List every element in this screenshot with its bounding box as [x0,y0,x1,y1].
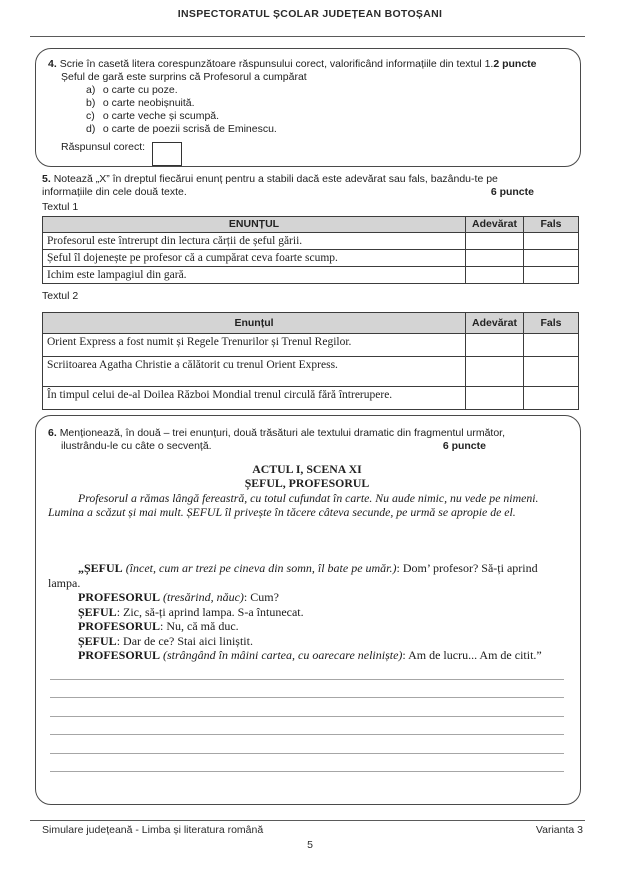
option-c-text: o carte veche și scumpă. [102,110,220,122]
page-title: INSPECTORATUL ȘCOLAR JUDEȚEAN BOTOȘANI [177,8,443,20]
dialogue-line [48,648,566,663]
speaker-name: PROFESORUL [78,648,161,662]
statement-cell: Șeful îl dojenește pe profesor că a cumpărat ceva foarte scump. [43,250,466,267]
fals-answer-cell [524,334,579,357]
textul-1-label: Textul 1 [42,201,79,213]
table2-header-fals: Fals [524,313,579,334]
table1-header-enunt: ENUNȚUL [43,217,466,233]
fals-answer-cell [524,357,579,387]
table1-header-fals: Fals [524,217,579,233]
table-row [43,267,579,284]
option-c [86,110,566,123]
adevarat-answer-cell [466,250,524,267]
answer-line [50,735,564,754]
true-false-table-textul-2 [42,312,579,410]
question-4-number: 4. [48,58,57,70]
table-row [43,334,579,357]
footer-divider [30,820,585,821]
speaker-name: PROFESORUL [78,619,161,633]
stage-direction-paragraph [48,492,566,519]
statement-cell: În timpul celui de-al Doilea Război Mondial trenul circulă fără întrerupere. [43,387,466,410]
table-row [43,250,579,267]
adevarat-answer-cell [466,267,524,284]
question-5-prompt: Notează „X” în dreptul fiecărui enunț pentru a stabili dacă este adevărat sau fals, bazându-te pe [53,173,498,185]
table-row [43,357,579,387]
table-row [43,233,579,250]
dialogue-excerpt [48,561,566,663]
answer-line [50,698,564,717]
table2-header-row [43,313,579,334]
question-6-prompt-line2 [48,440,566,453]
stage-direction-line2: Lumina a scăzut și mai mult. ȘEFUL îl privește în tăcere câteva secunde, pe urmă se apropie de el. [48,504,516,519]
question-6-points: 6 puncte [442,440,486,452]
dialogue-text: : Am de lucru... Am de citit.” [402,648,542,662]
table1-header-row [43,217,579,233]
fals-answer-cell [524,250,579,267]
statement-cell: Orient Express a fost numit și Regele Trenurilor și Trenul Regilor. [43,334,466,357]
answer-write-box [152,142,182,166]
question-6-number: 6. [48,427,57,439]
stage-direction-inline: (strângând în mâini cartea, cu oarecare neliniște) [160,648,403,662]
option-a-label: a) [86,84,96,96]
question-4-box [35,48,581,167]
table-row [43,387,579,410]
statement-cell: Profesorul este întrerupt din lectura cărții de șeful gării. [43,233,466,250]
table2-header-adevarat: Adevărat [466,313,524,334]
fals-answer-cell [524,267,579,284]
question-6-box [35,415,581,805]
question-4-points: 2 puncte [493,58,537,70]
answer-line [50,664,564,680]
act-scene-title: ACTUL I, SCENA XI [252,462,362,476]
question-4-stem: Șeful de gară este surprins că Profesorul a cumpărat [61,71,307,83]
dialogue-line [48,590,566,605]
adevarat-answer-cell [466,334,524,357]
option-d [86,123,566,136]
option-d-text: o carte de poezii scrisă de Eminescu. [102,123,277,135]
question-6-prompt: Menționează, în două – trei enunțuri, două trăsături ale textului dramatic din fragmentul următor, [59,427,506,439]
question-6-prompt-cont: ilustrându-le cu câte o secvență. [61,440,212,452]
question-5-prompt-line1 [42,173,578,186]
dialogue-text: : Dar de ce? Stai aici liniștit. [116,633,253,648]
fals-answer-cell [524,387,579,410]
speaker-name: „ȘEFUL [78,561,123,575]
answer-line [50,754,564,773]
table1-header-adevarat: Adevărat [466,217,524,233]
adevarat-answer-cell [466,233,524,250]
true-false-table-textul-1 [42,216,579,284]
dialogue-text: : Cum? [243,590,279,604]
answer-label: Răspunsul corect: [61,141,146,153]
option-a-text: o carte cu poze. [102,84,178,96]
option-b-text: o carte neobișnuită. [102,97,195,109]
stage-direction-inline: (tresărind, năuc) [160,590,244,604]
answer-line [50,717,564,736]
scene-characters: ȘEFUL, PROFESORUL [244,476,370,490]
statement-cell: Ichim este lampagiul din gară. [43,267,466,284]
footer-exam-name: Simulare județeană - Limba și literatura română [42,824,264,836]
dialogue-line [48,619,566,634]
table2-header-enunt: Enunțul [43,313,466,334]
speaker-name: ȘEFUL [78,604,117,619]
dialogue-text: : Nu, că mă duc. [160,619,239,633]
dialogue-text: : Dom’ profesor? Să-ți aprind lampa. [48,561,538,590]
question-4-options [86,84,566,136]
option-b [86,97,566,110]
adevarat-answer-cell [466,357,524,387]
header-divider [30,36,585,37]
fals-answer-cell [524,233,579,250]
option-c-label: c) [86,110,95,122]
question-6-prompt-line1 [48,427,566,440]
question-4-prompt-row [48,58,566,71]
answer-row [61,141,566,165]
speaker-name: ȘEFUL [78,633,117,648]
question-5-section [42,173,578,410]
question-5-number: 5. [42,173,51,185]
dialogue-line [48,605,566,620]
dialogue-line [48,634,566,649]
dialogue-text: : Zic, să-ți aprind lampa. S-a întunecat. [116,604,304,619]
textul-2-label: Textul 2 [42,290,79,302]
speaker-name: PROFESORUL [78,590,161,604]
answer-line [50,680,564,699]
stage-direction-line1: Profesorul a rămas lângă fereastră, cu totul cufundat în carte. Nu aude nimic, nu vede pe nimeni. [78,491,539,505]
statement-cell: Scriitoarea Agatha Christie a călătorit cu trenul Orient Express. [43,357,466,387]
question-4-prompt: Scrie în casetă litera corespunzătoare răspunsului corect, valorificând informațiile din textul 1. [59,58,494,70]
option-a [86,84,566,97]
adevarat-answer-cell [466,387,524,410]
answer-writing-lines [48,664,566,773]
question-5-prompt-line2 [42,186,578,199]
option-b-label: b) [86,97,96,109]
option-d-label: d) [86,123,96,135]
question-5-prompt-cont: informațiile din cele două texte. [42,186,187,198]
footer-variant: Varianta 3 [535,824,583,836]
footer [42,824,583,836]
stage-direction-inline: (încet, cum ar trezi pe cineva din somn, îl bate pe umăr.) [122,561,397,575]
question-5-points: 6 puncte [490,186,534,198]
page-number: 5 [307,839,313,851]
dialogue-line [48,561,566,590]
